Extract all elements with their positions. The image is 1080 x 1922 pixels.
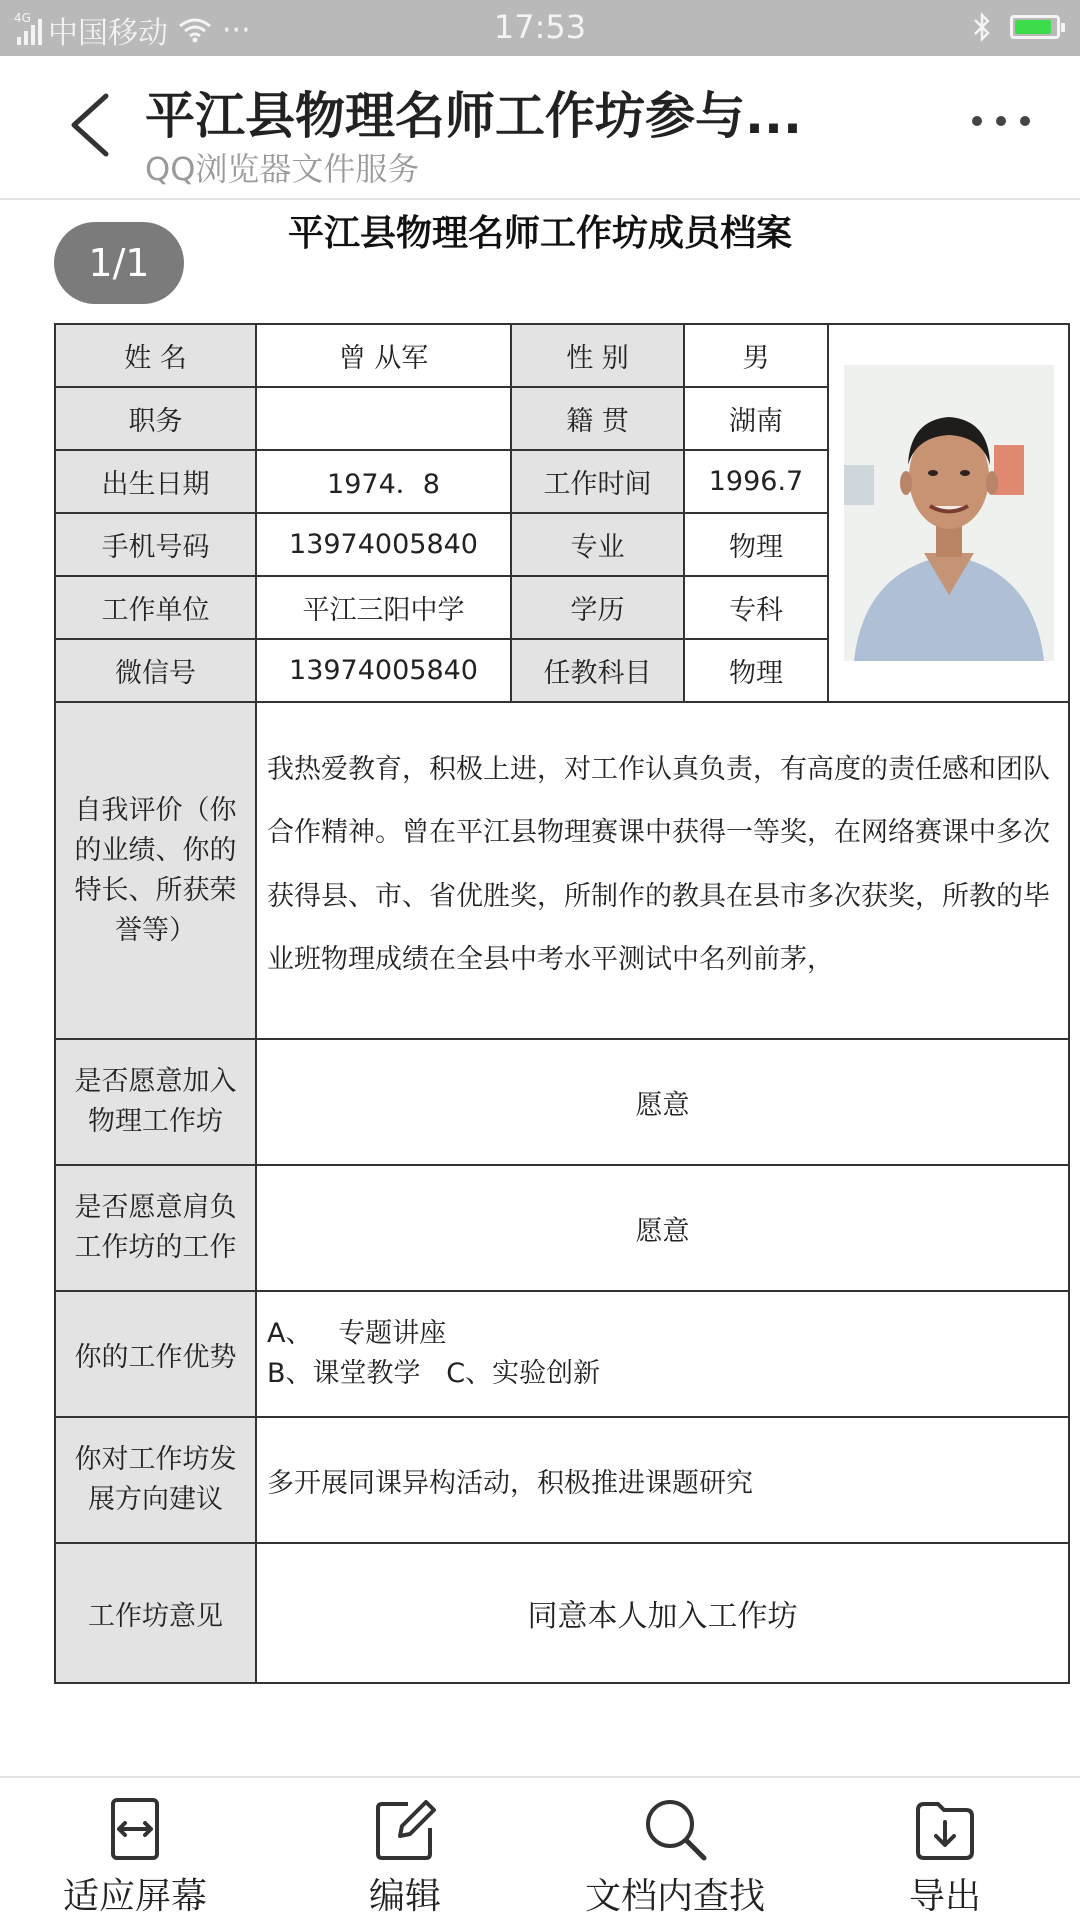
self-evaluation-value <box>256 702 1069 1039</box>
wechat-value: 13974005840 <box>256 639 511 702</box>
title-bar <box>0 56 1080 200</box>
back-icon[interactable] <box>64 90 124 160</box>
suggestion-label-text: 你对工作坊发展方向建议 <box>74 1444 237 1515</box>
work-start-label: 工作时间 <box>511 450 684 513</box>
document-title: 平江县物理名师工作坊成员档案 <box>287 213 792 254</box>
subject-value: 物理 <box>684 639 828 702</box>
edit-icon <box>372 1796 438 1862</box>
phone-label: 手机号码 <box>55 513 256 576</box>
major-label: 专业 <box>511 513 684 576</box>
bottom-toolbar <box>0 1776 1080 1922</box>
opinion-value: 同意本人加入工作坊 <box>256 1543 1069 1683</box>
find-in-document-button[interactable] <box>565 1796 785 1919</box>
photo-cell <box>828 324 1069 702</box>
clock: 17:53 <box>493 8 587 46</box>
work-start-value: 1996.7 <box>684 450 828 513</box>
position-value <box>256 387 511 450</box>
fit-screen-button[interactable] <box>25 1796 245 1919</box>
suggestion-value: 多开展同课异构活动，积极推进课题研究 <box>256 1417 1069 1543</box>
edit-button[interactable] <box>295 1796 515 1919</box>
willing-join-label-text: 是否愿意加入物理工作坊 <box>74 1066 237 1137</box>
work-unit-label: 工作单位 <box>55 576 256 639</box>
page-indicator: 1/1 <box>54 222 184 304</box>
birth-date-label: 出生日期 <box>55 450 256 513</box>
edit-label: 编辑 <box>368 1876 441 1917</box>
gender-value: 男 <box>684 324 828 387</box>
gender-label: 性 别 <box>511 324 684 387</box>
work-advantage-line-2: B、课堂教学 C、实验创新 <box>267 1358 601 1389</box>
page-subtitle: QQ浏览器文件服务 <box>145 150 420 188</box>
position-label: 职务 <box>55 387 256 450</box>
work-advantage-line-1: A、 专题讲座 <box>267 1318 447 1349</box>
birth-date-value: 1974．8 <box>256 450 511 513</box>
battery-icon <box>1010 15 1060 39</box>
member-profile-table <box>54 323 1070 1684</box>
status-dots: ··· <box>222 12 251 48</box>
self-evaluation-text: 我热爱教育，积极上进，对工作认真负责，有高度的责任感和团队合作精神。曾在平江县物理赛课中获得一等奖，在网络赛课中多次获得县、市、省优胜奖，所制作的教具在县市多次获奖，所教的毕业班物理成绩在全县中考水平测试中名列前茅， <box>267 753 1050 975</box>
export-label: 导出 <box>908 1876 981 1917</box>
name-label: 姓 名 <box>55 324 256 387</box>
export-folder-icon <box>912 1796 978 1862</box>
status-bar <box>0 0 1080 56</box>
fit-screen-label: 适应屏幕 <box>62 1876 207 1917</box>
subject-label: 任教科目 <box>511 639 684 702</box>
self-evaluation-label <box>55 702 256 1039</box>
wechat-label: 微信号 <box>55 639 256 702</box>
native-place-value: 湖南 <box>684 387 828 450</box>
suggestion-label <box>55 1417 256 1543</box>
network-type: 4G <box>14 11 31 25</box>
carrier-name: 中国移动 <box>48 16 168 51</box>
phone-value: 13974005840 <box>256 513 511 576</box>
bluetooth-icon <box>972 12 992 42</box>
page-title: 平江县物理名师工作坊参与... <box>145 87 802 145</box>
member-photo <box>844 365 1054 661</box>
search-icon <box>642 1796 708 1862</box>
work-advantage-value <box>256 1291 1069 1417</box>
willing-join-value: 愿意 <box>256 1039 1069 1165</box>
major-value: 物理 <box>684 513 828 576</box>
find-in-document-label: 文档内查找 <box>584 1876 765 1917</box>
more-options-icon[interactable] <box>972 116 1030 126</box>
willing-work-label <box>55 1165 256 1291</box>
willing-work-label-text: 是否愿意肩负工作坊的工作 <box>74 1192 237 1263</box>
opinion-label: 工作坊意见 <box>55 1543 256 1683</box>
work-advantage-label: 你的工作优势 <box>55 1291 256 1417</box>
name-value: 曾 从军 <box>256 324 511 387</box>
self-evaluation-label-text: 自我评价（你的业绩、你的特长、所获荣誉等） <box>74 794 237 946</box>
native-place-label: 籍 贯 <box>511 387 684 450</box>
willing-join-label <box>55 1039 256 1165</box>
education-value: 专科 <box>684 576 828 639</box>
fit-screen-icon <box>105 1796 165 1862</box>
willing-work-value: 愿意 <box>256 1165 1069 1291</box>
export-button[interactable] <box>835 1796 1055 1919</box>
work-unit-value: 平江三阳中学 <box>256 576 511 639</box>
education-label: 学历 <box>511 576 684 639</box>
